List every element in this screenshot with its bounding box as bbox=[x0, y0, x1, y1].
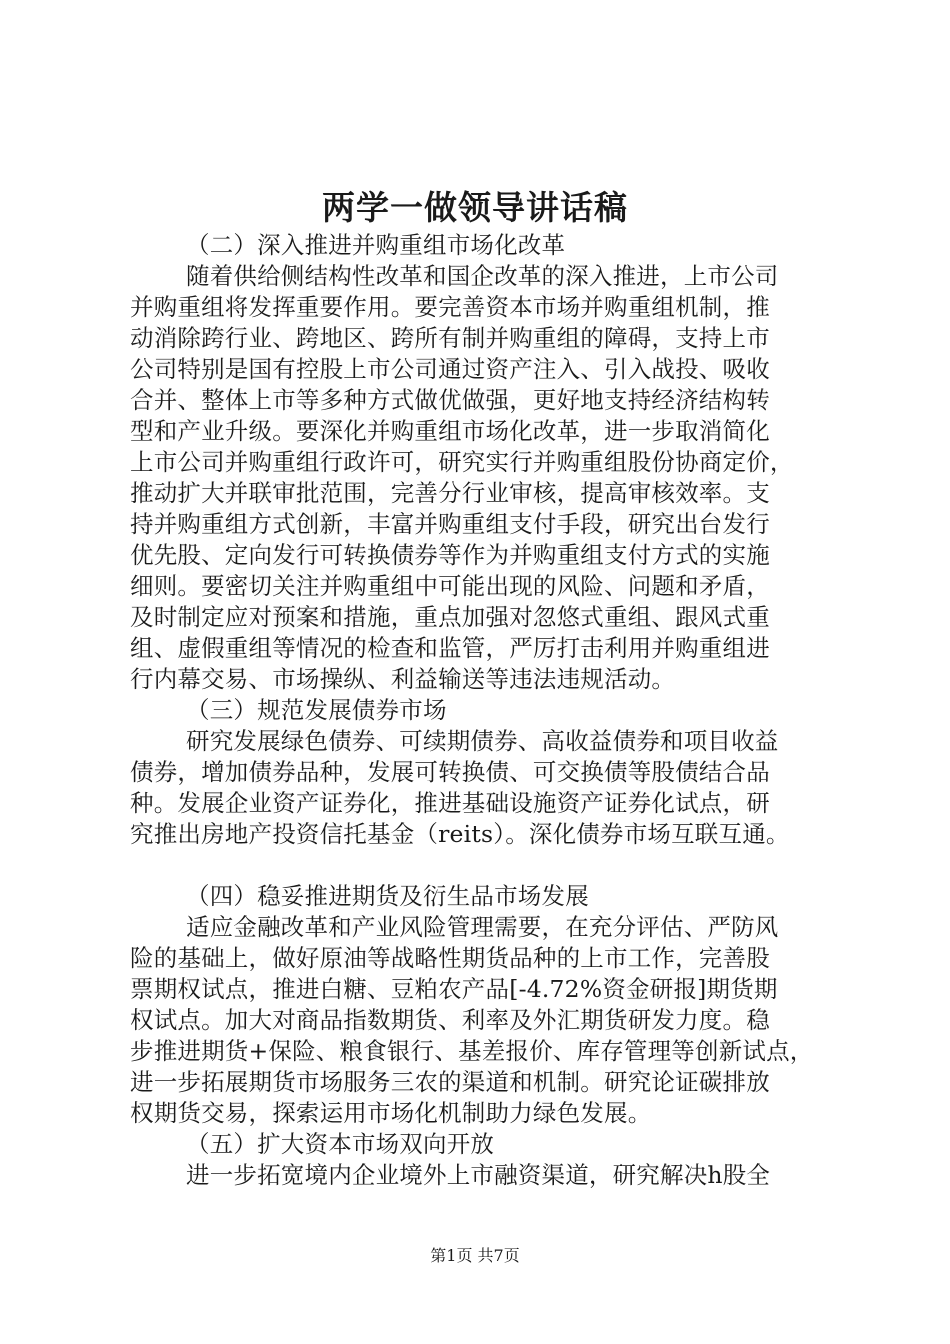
paragraph-line: 动消除跨行业、跨地区、跨所有制并购重组的障碍，支持上市 bbox=[130, 324, 770, 352]
paragraph-line: 权试点。加大对商品指数期货、利率及外汇期货研发力度。稳 bbox=[130, 1006, 770, 1034]
document-title: 两学一做领导讲话稿 bbox=[322, 188, 628, 227]
blank-line bbox=[130, 850, 835, 881]
paragraph-line: 并购重组将发挥重要作用。要完善资本市场并购重组机制，推 bbox=[130, 293, 770, 321]
paragraph-line: 权期货交易，探索运用市场化机制助力绿色发展。 bbox=[130, 1099, 652, 1127]
paragraph-line: 债券，增加债券品种，发展可转换债、可交换债等股债结合品 bbox=[130, 758, 770, 786]
paragraph-line: 险的基础上，做好原油等战略性期货品种的上市工作，完善股 bbox=[130, 944, 770, 972]
paragraph-line: 细则。要密切关注并购重组中可能出现的风险、问题和矛盾， bbox=[130, 572, 770, 600]
paragraph-line: 优先股、定向发行可转换债券等作为并购重组支付方式的实施 bbox=[130, 541, 770, 569]
paragraph-line: 组、虚假重组等情况的检查和监管，严厉打击利用并购重组进 bbox=[130, 634, 770, 662]
paragraph-line: 适应金融改革和产业风险管理需要，在充分评估、严防风 bbox=[186, 913, 779, 941]
paragraph-line: 推动扩大并联审批范围，完善分行业审核，提高审核效率。支 bbox=[130, 479, 770, 507]
paragraph-line: 持并购重组方式创新，丰富并购重组支付手段，研究出台发行 bbox=[130, 510, 770, 538]
paragraph-line: 究推出房地产投资信托基金（reits）。深化债券市场互联互通。 bbox=[130, 820, 790, 848]
paragraph-line: 票期权试点，推进白糖、豆粕农产品[-4.72%资金研报]期货期 bbox=[130, 975, 778, 1003]
paragraph-line: 种。发展企业资产证券化，推进基础设施资产证券化试点，研 bbox=[130, 789, 770, 817]
paragraph-line: 步推进期货+保险、粮食银行、基差报价、库存管理等创新试点， bbox=[130, 1037, 814, 1065]
paragraph-line: 随着供给侧结构性改革和国企改革的深入推进，上市公司 bbox=[186, 262, 779, 290]
paragraph-line: 进一步拓宽境内企业境外上市融资渠道，研究解决h股全 bbox=[186, 1161, 771, 1189]
paragraph-line: 研究发展绿色债券、可续期债券、高收益债券和项目收益 bbox=[186, 727, 779, 755]
paragraph-line: 及时制定应对预案和措施，重点加强对忽悠式重组、跟风式重 bbox=[130, 603, 770, 631]
section-heading: （三）规范发展债券市场 bbox=[186, 696, 447, 724]
section-heading: （二）深入推进并购重组市场化改革 bbox=[186, 231, 566, 259]
page-footer: 第1页 共7页 bbox=[430, 1246, 520, 1265]
document-body bbox=[130, 230, 835, 1191]
paragraph-line: 行内幕交易、市场操纵、利益输送等违法违规活动。 bbox=[130, 665, 676, 693]
section-heading: （四）稳妥推进期货及衍生品市场发展 bbox=[186, 882, 589, 910]
paragraph-line: 上市公司并购重组行政许可，研究实行并购重组股份协商定价， bbox=[130, 448, 794, 476]
paragraph-line: 合并、整体上市等多种方式做优做强，更好地支持经济结构转 bbox=[130, 386, 770, 414]
section-heading: （五）扩大资本市场双向开放 bbox=[186, 1130, 495, 1158]
paragraph-line: 型和产业升级。要深化并购重组市场化改革，进一步取消简化 bbox=[130, 417, 770, 445]
paragraph-line: 进一步拓展期货市场服务三农的渠道和机制。研究论证碳排放 bbox=[130, 1068, 770, 1096]
paragraph-line: 公司特别是国有控股上市公司通过资产注入、引入战投、吸收 bbox=[130, 355, 770, 383]
